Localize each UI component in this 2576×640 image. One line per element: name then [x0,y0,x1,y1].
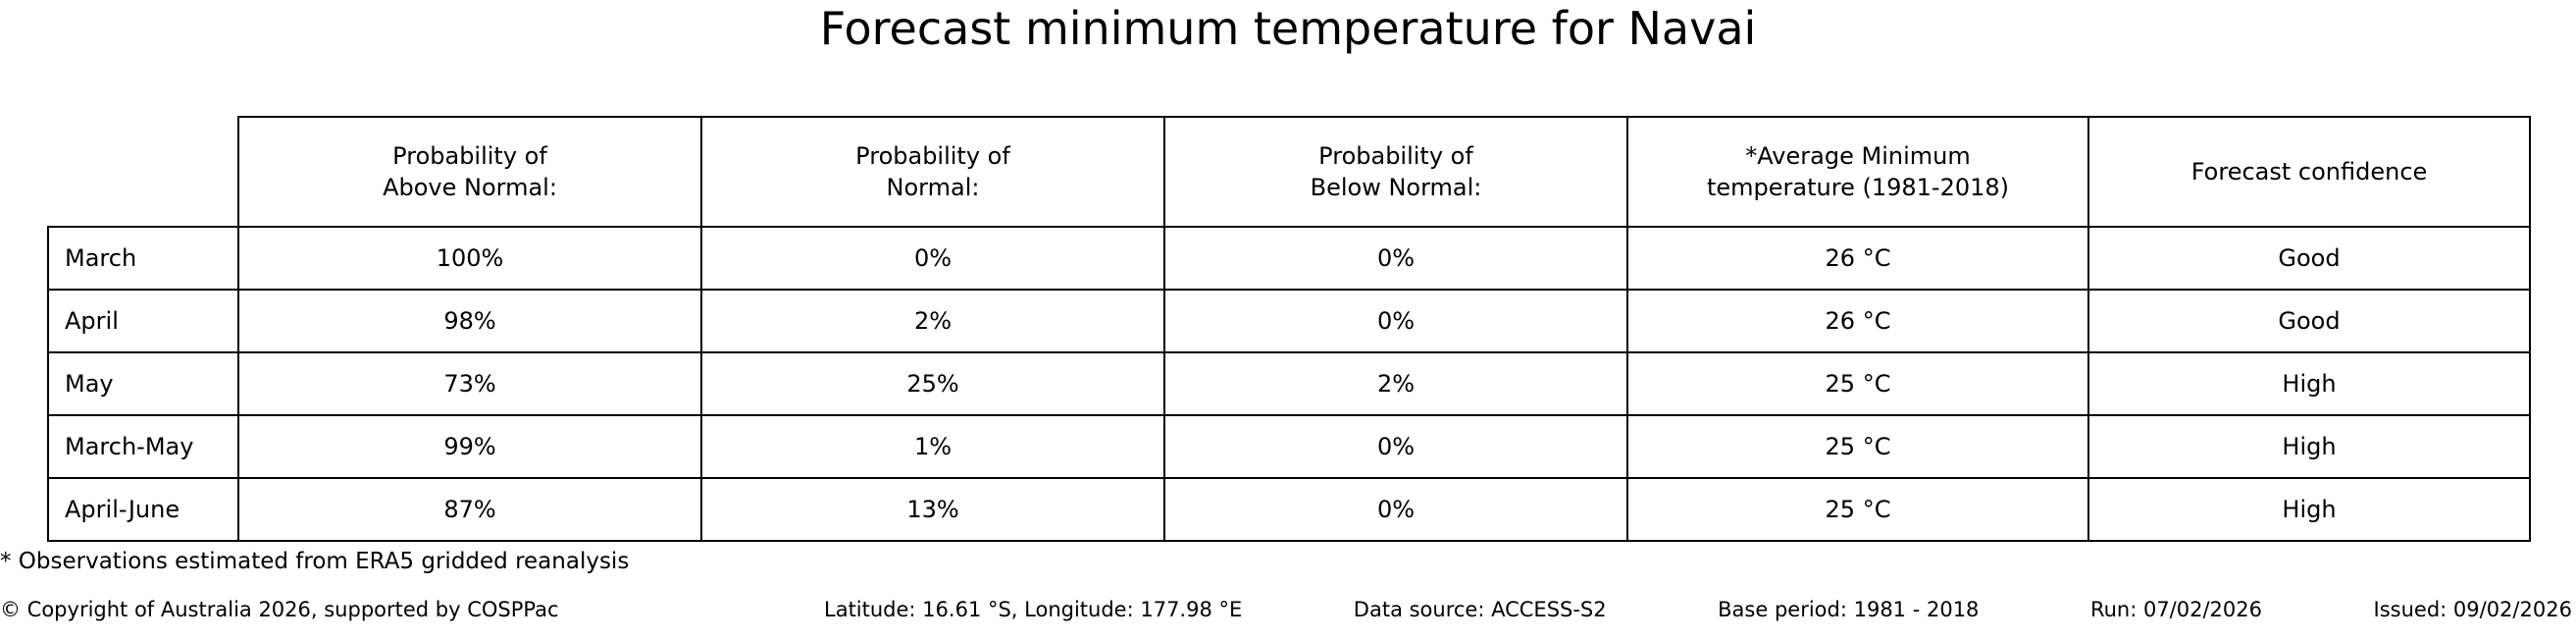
row-above-normal: 98% [238,290,701,352]
row-normal: 13% [701,478,1164,541]
row-period: May [48,352,238,415]
table-header-below-normal [1164,117,1627,227]
row-confidence: High [2088,352,2530,415]
header-line-1: Probability of [392,142,547,170]
header-line-2: temperature (1981-2018) [1706,174,2010,201]
table-row [48,478,2530,541]
row-above-normal: 73% [238,352,701,415]
row-normal: 2% [701,290,1164,352]
row-above-normal: 87% [238,478,701,541]
table-header-forecast-confidence [2088,117,2530,227]
forecast-table [47,116,2531,542]
table-row [48,415,2530,478]
row-normal: 1% [701,415,1164,478]
row-confidence: Good [2088,290,2530,352]
header-line-1: *Average Minimum [1745,142,1971,170]
footer-run-date: Run: 07/02/2026 [2089,598,2262,621]
footer-issued-date: Issued: 09/02/2026 [2373,598,2572,621]
footer-copyright: © Copyright of Australia 2026, supported by COSPPac [0,598,559,621]
table-header-corner [48,117,238,227]
page-title: Forecast minimum temperature for Navai [819,2,1757,55]
header-line-1: Probability of [1318,142,1473,170]
table-header-average-min-temp [1627,117,2088,227]
row-below-normal: 2% [1164,352,1627,415]
row-average-min-temp: 25 °C [1627,352,2088,415]
row-above-normal: 99% [238,415,701,478]
row-period: April-June [48,478,238,541]
table-row [48,290,2530,352]
row-average-min-temp: 26 °C [1627,227,2088,290]
row-period: March [48,227,238,290]
row-below-normal: 0% [1164,290,1627,352]
header-line-2: Normal: [886,174,980,201]
row-period: March-May [48,415,238,478]
footer-data-source: Data source: ACCESS-S2 [1353,598,1607,621]
header-line-1: Forecast confidence [2190,158,2428,186]
header-line-1: Probability of [855,142,1010,170]
footnote: * Observations estimated from ERA5 gridded reanalysis [0,549,630,574]
forecast-table-container [47,116,2529,542]
table-header-row [48,117,2530,227]
row-period: April [48,290,238,352]
row-below-normal: 0% [1164,227,1627,290]
table-header-above-normal [238,117,701,227]
row-below-normal: 0% [1164,478,1627,541]
footer-base-period: Base period: 1981 - 2018 [1718,598,1980,621]
row-normal: 0% [701,227,1164,290]
row-confidence: High [2088,415,2530,478]
table-row [48,352,2530,415]
footer-coordinates: Latitude: 16.61 °S, Longitude: 177.98 °E [824,598,1243,621]
row-below-normal: 0% [1164,415,1627,478]
row-average-min-temp: 26 °C [1627,290,2088,352]
header-line-2: Above Normal: [383,174,557,201]
row-average-min-temp: 25 °C [1627,478,2088,541]
header-line-2: Below Normal: [1310,174,1482,201]
row-normal: 25% [701,352,1164,415]
row-confidence: Good [2088,227,2530,290]
row-above-normal: 100% [238,227,701,290]
row-confidence: High [2088,478,2530,541]
row-average-min-temp: 25 °C [1627,415,2088,478]
footer-metadata [824,597,2576,622]
table-header-normal [701,117,1164,227]
table-row [48,227,2530,290]
